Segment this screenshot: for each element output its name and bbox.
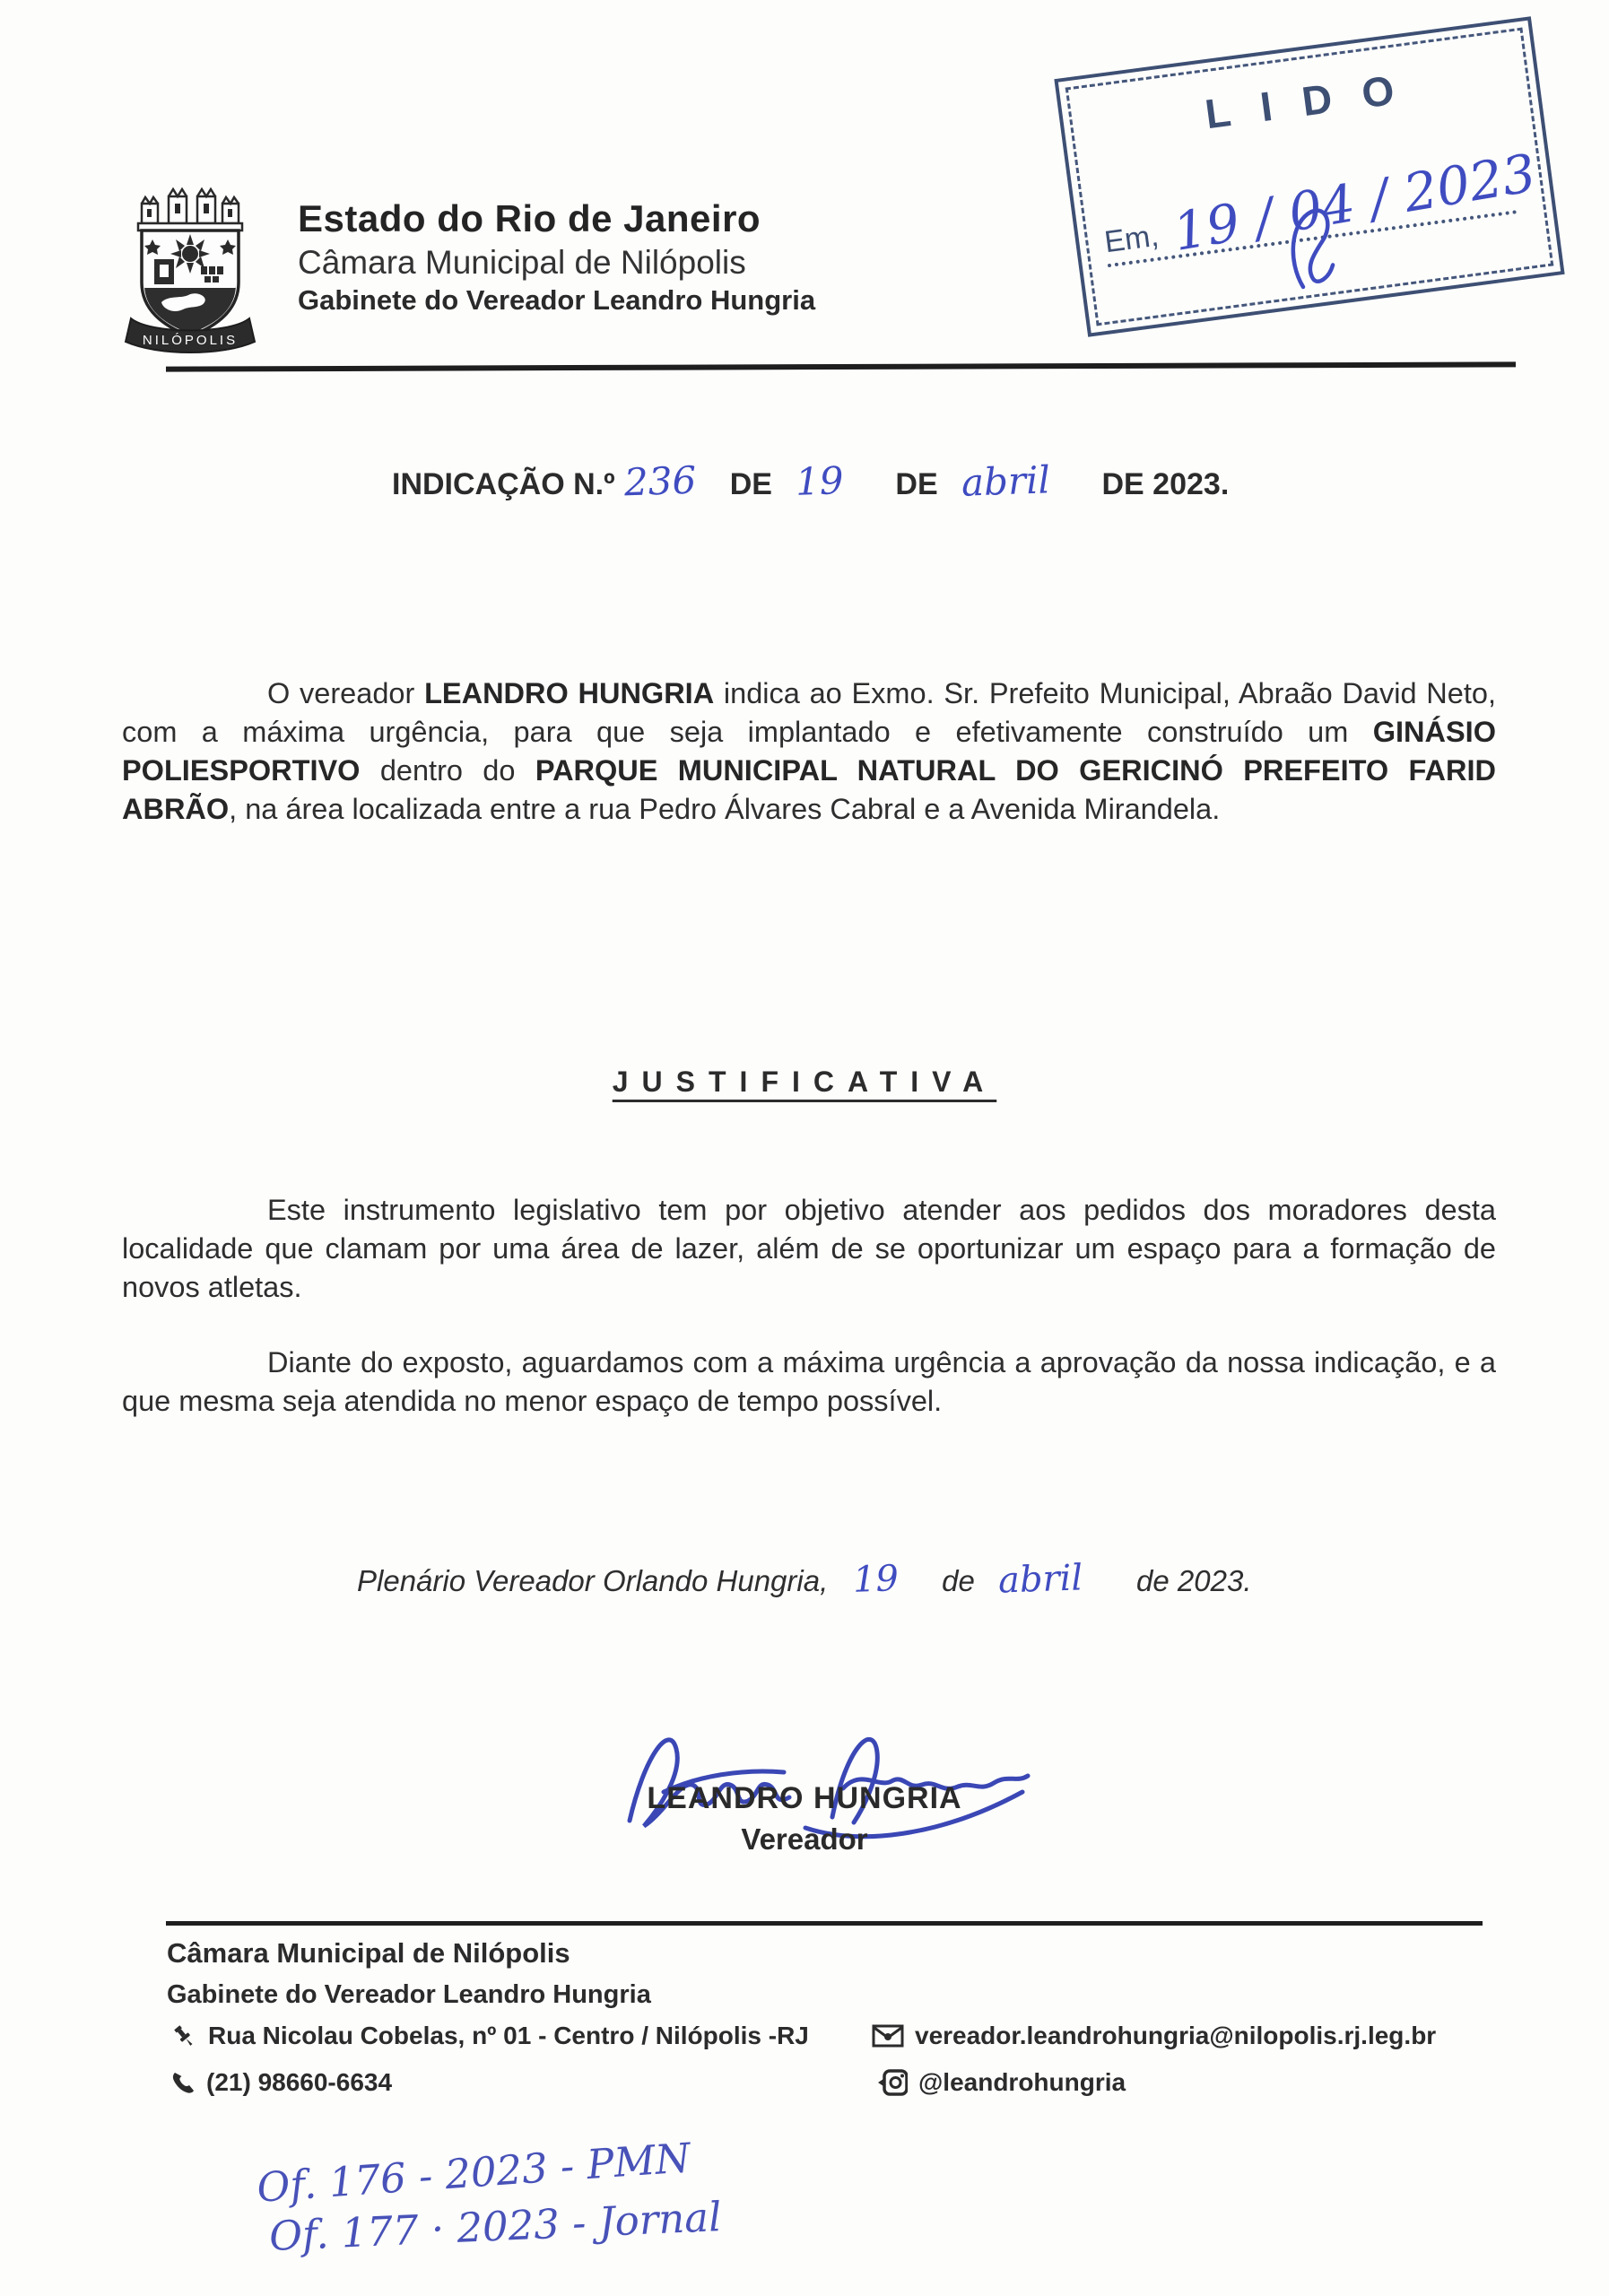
plenary-intro: Plenário Vereador Orlando Hungria,	[357, 1564, 829, 1597]
plenary-day-handwritten: 19	[852, 1558, 900, 1601]
justificativa-paragraph-1: Este instrumento legislativo tem por objetivo atender aos pedidos dos moradores desta localidade que clamam por uma área de lazer, além de se oportunizar um espaço para a formação de novos atletas.	[122, 1194, 1496, 1303]
header-state: Estado do Rio de Janeiro	[298, 197, 761, 239]
footer-office: Gabinete do Vereador Leandro Hungria	[167, 1980, 651, 2009]
pushpin-icon	[170, 2022, 197, 2049]
title-month-handwritten: abril	[960, 457, 1051, 505]
p1-seg3: indica ao Exmo. Sr. Prefeito Municipal, Abraão David Neto, com a máxima urgência, para que seja implantado e efetivamente construído um	[122, 677, 1496, 748]
p1-seg1: O vereador	[267, 677, 425, 709]
footer-org: Câmara Municipal de Nilópolis	[167, 1937, 570, 1969]
justificativa-paragraph-2: Diante do exposto, aguardamos com a máxima urgência a aprovação da nossa indicação, e a que mesma seja atendida no menor espaço de tempo possível.	[122, 1346, 1496, 1417]
rubric-initials	[1267, 198, 1359, 298]
p1-ginasio: GINÁSIO POLIESPORTIVO	[122, 716, 1496, 787]
p1-seg5: dentro do	[360, 754, 535, 787]
p1-vereador-name: LEANDRO HUNGRIA	[424, 677, 715, 709]
plenary-month-handwritten: abril	[997, 1557, 1083, 1602]
email-icon	[872, 2023, 904, 2048]
body-paragraph-1	[122, 674, 1496, 829]
plenary-date-line	[357, 1559, 1252, 1600]
letterhead	[298, 197, 815, 317]
p1-parque: PARQUE MUNICIPAL NATURAL DO GERICINÓ PREFEITO FARID ABRÃO	[122, 754, 1496, 825]
lido-stamp	[1054, 16, 1564, 336]
footer-social-row	[877, 2068, 1126, 2097]
title-label: INDICAÇÃO N.º	[392, 467, 615, 501]
stamp-em-label: Em,	[1102, 218, 1161, 260]
footer-social: @leandrohungria	[918, 2068, 1126, 2096]
title-de1: DE	[729, 467, 772, 501]
crest-banner-text: NILÓPOLIS	[142, 333, 239, 348]
footer-divider	[166, 1921, 1483, 1926]
title-de2: DE	[895, 467, 938, 501]
instagram-icon	[877, 2069, 908, 2096]
signatory-name: LEANDRO HUNGRIA	[647, 1781, 962, 1815]
title-day-handwritten: 19	[795, 458, 845, 504]
footer-email: vereador.leandrohungria@nilopolis.rj.leg.br	[915, 2022, 1437, 2049]
footer-address: Rua Nicolau Cobelas, nº 01 - Centro / Nilópolis -RJ	[208, 2022, 809, 2049]
handwritten-note-1: Of. 176 - 2023 - PMN	[255, 2134, 692, 2212]
header-org: Câmara Municipal de Nilópolis	[298, 244, 746, 282]
municipal-coat-of-arms	[115, 184, 265, 363]
p1-seg7: , na área localizada entre a rua Pedro Álvares Cabral e a Avenida Mirandela.	[229, 793, 1221, 825]
phone-icon	[170, 2070, 196, 2095]
header-divider	[166, 361, 1516, 371]
title-year: DE 2023.	[1101, 467, 1230, 501]
footer-email-row	[872, 2022, 1436, 2050]
title-number-handwritten: 236	[622, 457, 697, 505]
footer-address-row	[170, 2022, 809, 2050]
signatory-role: Vereador	[741, 1822, 868, 1856]
stamp-title: LIDO	[1202, 62, 1428, 138]
header-office: Gabinete do Vereador Leandro Hungria	[298, 284, 816, 317]
plenary-de1: de	[942, 1564, 975, 1597]
footer-phone: (21) 98660-6634	[206, 2068, 393, 2096]
footer-phone-row	[170, 2068, 392, 2097]
justificativa-heading: JUSTIFICATIVA	[612, 1065, 997, 1098]
stamp-handwritten-date: 19 / 04 / 2023	[1169, 142, 1541, 263]
plenary-year: de 2023.	[1136, 1564, 1252, 1597]
document-title	[392, 459, 1229, 503]
handwritten-note-2: Of. 177 · 2023 - Jornal	[268, 2193, 723, 2260]
